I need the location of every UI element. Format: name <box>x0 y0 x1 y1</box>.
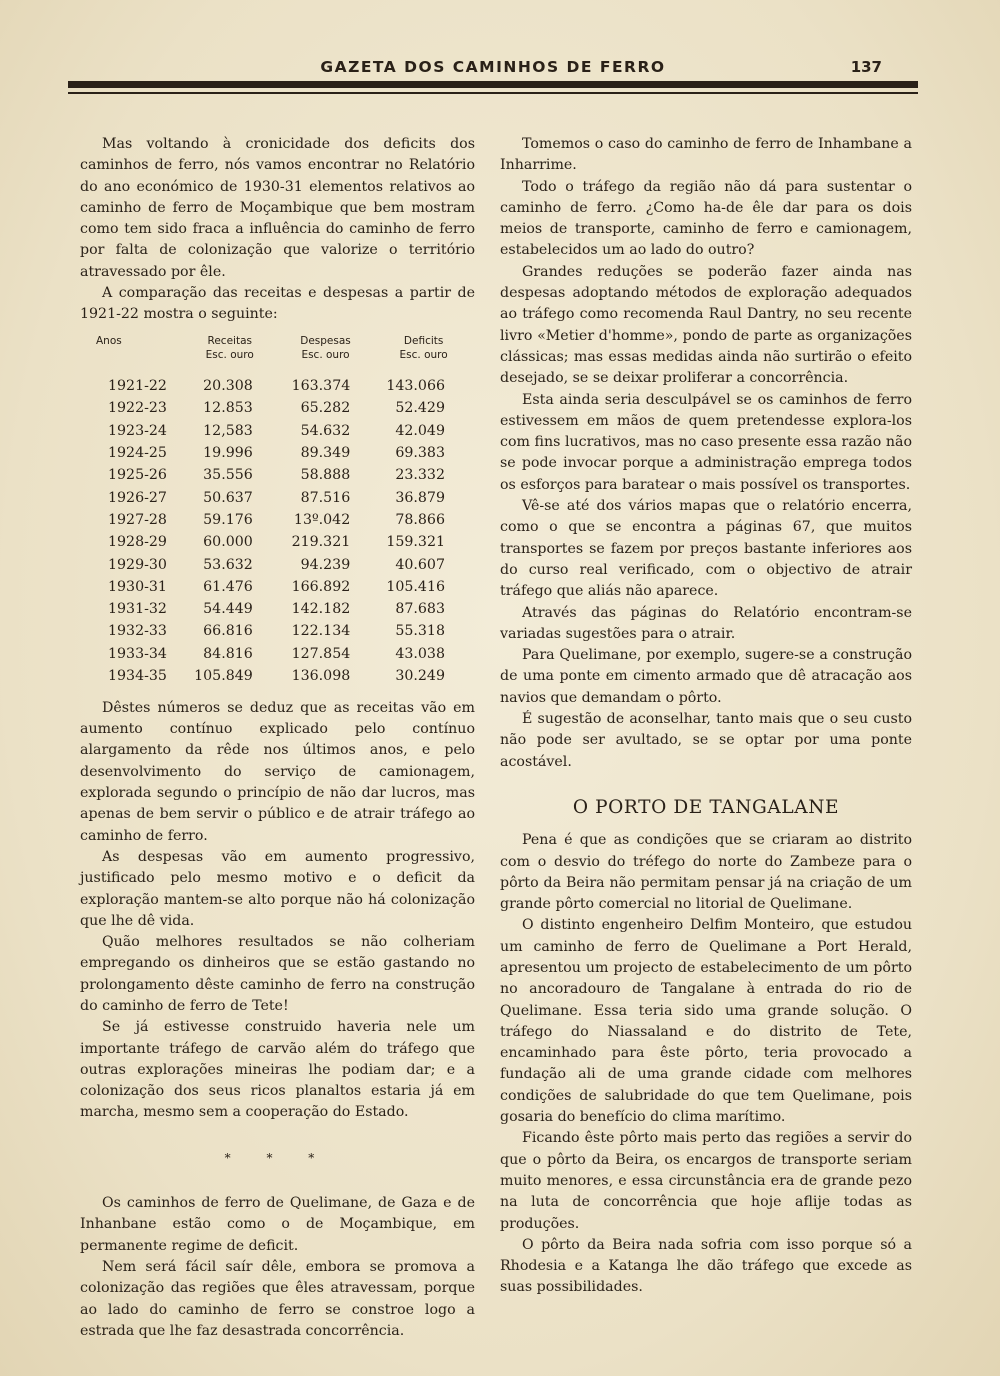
cell-receitas: 19.996 <box>203 445 253 462</box>
cell-year: 1928-29 <box>108 534 167 551</box>
paragraph: A comparação das receitas e despesas a partir de 1921-22 mostra o seguinte: <box>80 285 475 323</box>
paragraph: Grandes reduções se poderão fazer ainda nas despesas adoptando métodos de exploração adequados ao tráfego como recomenda Raul Dantry, no seu recente livro «Metier d'homme», pondo de parte as organizações clássicas; mas essas medidas ainda não surtirão o efeito desejado, se se deixar proliferar a concorrência. <box>500 263 912 387</box>
paragraph: Mas voltando à cronicidade dos deficits dos caminhos de ferro, nós vamos encontrar no Relatório do ano económico de 1930-31 elementos relativos ao caminho de ferro de Moçambique que bem mostram como tem sido fraca a influência do caminho de ferro por falta de colonização que valorize o território atravessado por êle. <box>80 136 475 280</box>
cell-year: 1929-30 <box>108 556 167 573</box>
cell-despesas: 89.349 <box>300 445 351 462</box>
paragraph: Vê-se até dos vários mapas que o relatório encerra, como o que se encontra a páginas 67, que muitos transportes se fazem por preços bastante inferiores aos do curso real verificado, com o objectivo de atrair tráfego que aliás não aparece. <box>500 498 912 600</box>
paragraph: Esta ainda seria desculpável se os caminhos de ferro estivessem em mãos de quem pretendesse explora-los com fins lucrativos, mas no caso presente essa razão não se pode invocar porque a administração emprega todos os esforços para baratear o mais possível os transportes. <box>500 391 912 493</box>
table-row <box>80 376 475 398</box>
paragraph: Dêstes números se deduz que as receitas vão em aumento contínuo explicado pelo contínuo alargamento da rêde nos últimos anos, e pelo desenvolvimento do serviço de camionagem, explorada segundo o princípio de não dar lucros, mas apenas de bem servir o público e de atrair tráfego ao caminho de ferro. <box>80 699 475 844</box>
header-deficits: Deficits Esc. ouro <box>399 334 448 361</box>
header-anos: Anos <box>96 334 122 347</box>
cell-receitas: 59.176 <box>203 511 253 528</box>
cell-year: 1933-34 <box>108 645 167 662</box>
cell-deficits: 36.879 <box>395 489 445 506</box>
cell-despesas: 136.098 <box>291 668 351 685</box>
paragraph: Quão melhores resultados se não colheriam empregando os dinheiros que se estão gastando no prolongamento dêste caminho de ferro na construção do caminho de ferro de Tete! <box>80 934 475 1014</box>
header-receitas: Receitas Esc. ouro <box>205 334 254 361</box>
paragraph: Nem será fácil saír dêle, embora se promova a colonização das regiões que êles atravessam, porque ao lado do caminho de ferro se constroe logo a estrada que lhe faz desastrada concorrência. <box>80 1258 475 1339</box>
cell-deficits: 30.249 <box>395 668 445 685</box>
table-row <box>80 465 475 487</box>
cell-deficits: 43.038 <box>395 645 445 662</box>
cell-deficits: 143.066 <box>386 378 445 395</box>
table-row <box>80 532 475 554</box>
cell-despesas: 13º.042 <box>293 511 351 528</box>
table-row <box>80 509 475 531</box>
section-heading: O PORTO DE TANGALANE <box>572 796 840 818</box>
cell-despesas: 142.182 <box>291 601 351 618</box>
right-column <box>500 134 912 1299</box>
paragraph: Os caminhos de ferro de Quelimane, de Gaza e de Inhanbane estão como o de Moçambique, em permanente regime de deficit. <box>80 1195 475 1254</box>
cell-receitas: 60.000 <box>203 534 253 551</box>
table-row <box>80 599 475 621</box>
header-rule-thin <box>68 92 918 94</box>
cell-receitas: 105.849 <box>194 668 253 685</box>
paragraph: O distinto engenheiro Delfim Monteiro, que estudou um caminho de ferro de Quelimane a Port Herald, apresentou um projecto de estabelecimento de um pôrto no ancoradouro de Tangalane à entrada do rio de Quelimane. Essa teria sido uma grande solução. O tráfego do Niassaland e do distrito de Tete, encaminhado para êste pôrto, teria provocado a fundação ali de uma grande cidade com melhores condições de salubridade do que tem Quelimane, pois gosaria do benefício do clima marítimo. <box>500 917 912 1126</box>
paragraph: É sugestão de aconselhar, tanto mais que o seu custo não pode ser avultado, se se optar por uma ponte acostável. <box>500 711 912 770</box>
table-row <box>80 443 475 465</box>
header-despesas: Despesas Esc. ouro <box>300 334 351 361</box>
cell-deficits: 55.318 <box>395 623 445 640</box>
table-row <box>80 666 475 688</box>
cell-year: 1921-22 <box>108 378 167 395</box>
cell-despesas: 166.892 <box>291 578 351 595</box>
cell-year: 1924-25 <box>108 445 167 462</box>
cell-deficits: 23.332 <box>395 467 445 484</box>
paragraph: Para Quelimane, por exemplo, sugere-se a construção de uma ponte em cimento armado que dê atracação aos navios que demandam o pôrto. <box>500 647 912 706</box>
cell-year: 1925-26 <box>108 467 167 484</box>
cell-deficits: 52.429 <box>395 400 445 417</box>
header-rule-thick <box>68 81 918 88</box>
cell-year: 1932-33 <box>108 623 167 640</box>
cell-receitas: 61.476 <box>203 578 253 595</box>
paragraph: Ficando êste pôrto mais perto das regiões a servir do que o pôrto da Beira, os encargos de transporte seriam muito menores, e essa circunstância era de grande pezo na luta de concorrência que hoje aflije todas as produções. <box>500 1130 912 1232</box>
cell-receitas: 12,583 <box>203 422 253 439</box>
cell-deficits: 87.683 <box>395 601 445 618</box>
journal-title: GAZETA DOS CAMINHOS DE FERRO <box>320 58 666 76</box>
cell-year: 1931-32 <box>108 601 167 618</box>
cell-despesas: 87.516 <box>300 489 351 506</box>
page-number: 137 <box>850 58 882 76</box>
paragraph: Tomemos o caso do caminho de ferro de Inhambane a Inharrime. <box>500 136 912 174</box>
cell-year: 1934-35 <box>108 668 167 685</box>
cell-year: 1923-24 <box>108 422 167 439</box>
running-header <box>68 54 918 80</box>
table-row <box>80 576 475 598</box>
cell-despesas: 219.321 <box>291 534 351 551</box>
paragraph: Se já estivesse construido haveria nele um importante tráfego de carvão além do tráfego que outras explorações mineiras lhe podiam dar; e a colonização dos seus ricos planaltos estaria já em marcha, mesmo sem a cooperação do Estado. <box>80 1019 475 1121</box>
paragraph: Todo o tráfego da região não dá para sustentar o caminho de ferro. ¿Como ha-de êle dar para os dois meios de transporte, caminho de ferro e camionagem, estabelecidos um ao lado do outro? <box>500 178 912 259</box>
table-row <box>80 554 475 576</box>
table-row <box>80 643 475 665</box>
cell-receitas: 66.816 <box>203 623 253 640</box>
cell-year: 1927-28 <box>108 511 167 528</box>
cell-despesas: 127.854 <box>291 645 351 662</box>
cell-despesas: 94.239 <box>300 556 351 573</box>
cell-despesas: 58.888 <box>300 467 351 484</box>
revenue-expense-table <box>80 334 475 688</box>
cell-receitas: 53.632 <box>203 556 253 573</box>
section-separator: * * * <box>224 1150 331 1165</box>
cell-year: 1930-31 <box>108 578 167 595</box>
paragraph: O pôrto da Beira nada sofria com isso porque só a Rhodesia e a Katanga lhe dão tráfego que excede as suas possibilidades. <box>500 1236 912 1296</box>
cell-receitas: 50.637 <box>203 489 253 506</box>
cell-deficits: 105.416 <box>386 578 445 595</box>
table-header-row <box>80 334 475 376</box>
table-row <box>80 420 475 442</box>
paragraph: As despesas vão em aumento progressivo, justificado pelo mesmo motivo e o deficit da exploração mantem-se alto porque não há colonização que lhe dê vida. <box>80 848 475 929</box>
cell-year: 1926-27 <box>108 489 167 506</box>
cell-deficits: 69.383 <box>395 445 445 462</box>
cell-receitas: 54.449 <box>203 601 253 618</box>
table-row <box>80 487 475 509</box>
cell-deficits: 159.321 <box>386 534 445 551</box>
paragraph: Através das páginas do Relatório encontram-se variadas sugestões para o atrair. <box>500 604 912 642</box>
left-column <box>80 134 475 1342</box>
cell-deficits: 78.866 <box>395 511 445 528</box>
cell-receitas: 12.853 <box>203 400 253 417</box>
cell-year: 1922-23 <box>108 400 167 417</box>
cell-despesas: 122.134 <box>291 623 351 640</box>
cell-despesas: 65.282 <box>300 400 351 417</box>
cell-despesas: 163.374 <box>291 378 351 395</box>
paragraph: Pena é que as condições que se criaram ao distrito com o desvio do tréfego do norte do Zambeze para o pôrto da Beira não permitam pensar já na criação de um grande pôrto comercial no litorial de Quelimane. <box>500 832 912 913</box>
cell-despesas: 54.632 <box>300 422 351 439</box>
table-row <box>80 398 475 420</box>
cell-receitas: 20.308 <box>203 378 253 395</box>
cell-receitas: 35.556 <box>203 467 253 484</box>
table-row <box>80 621 475 643</box>
cell-deficits: 40.607 <box>395 556 445 573</box>
cell-deficits: 42.049 <box>395 422 445 439</box>
cell-receitas: 84.816 <box>203 645 253 662</box>
